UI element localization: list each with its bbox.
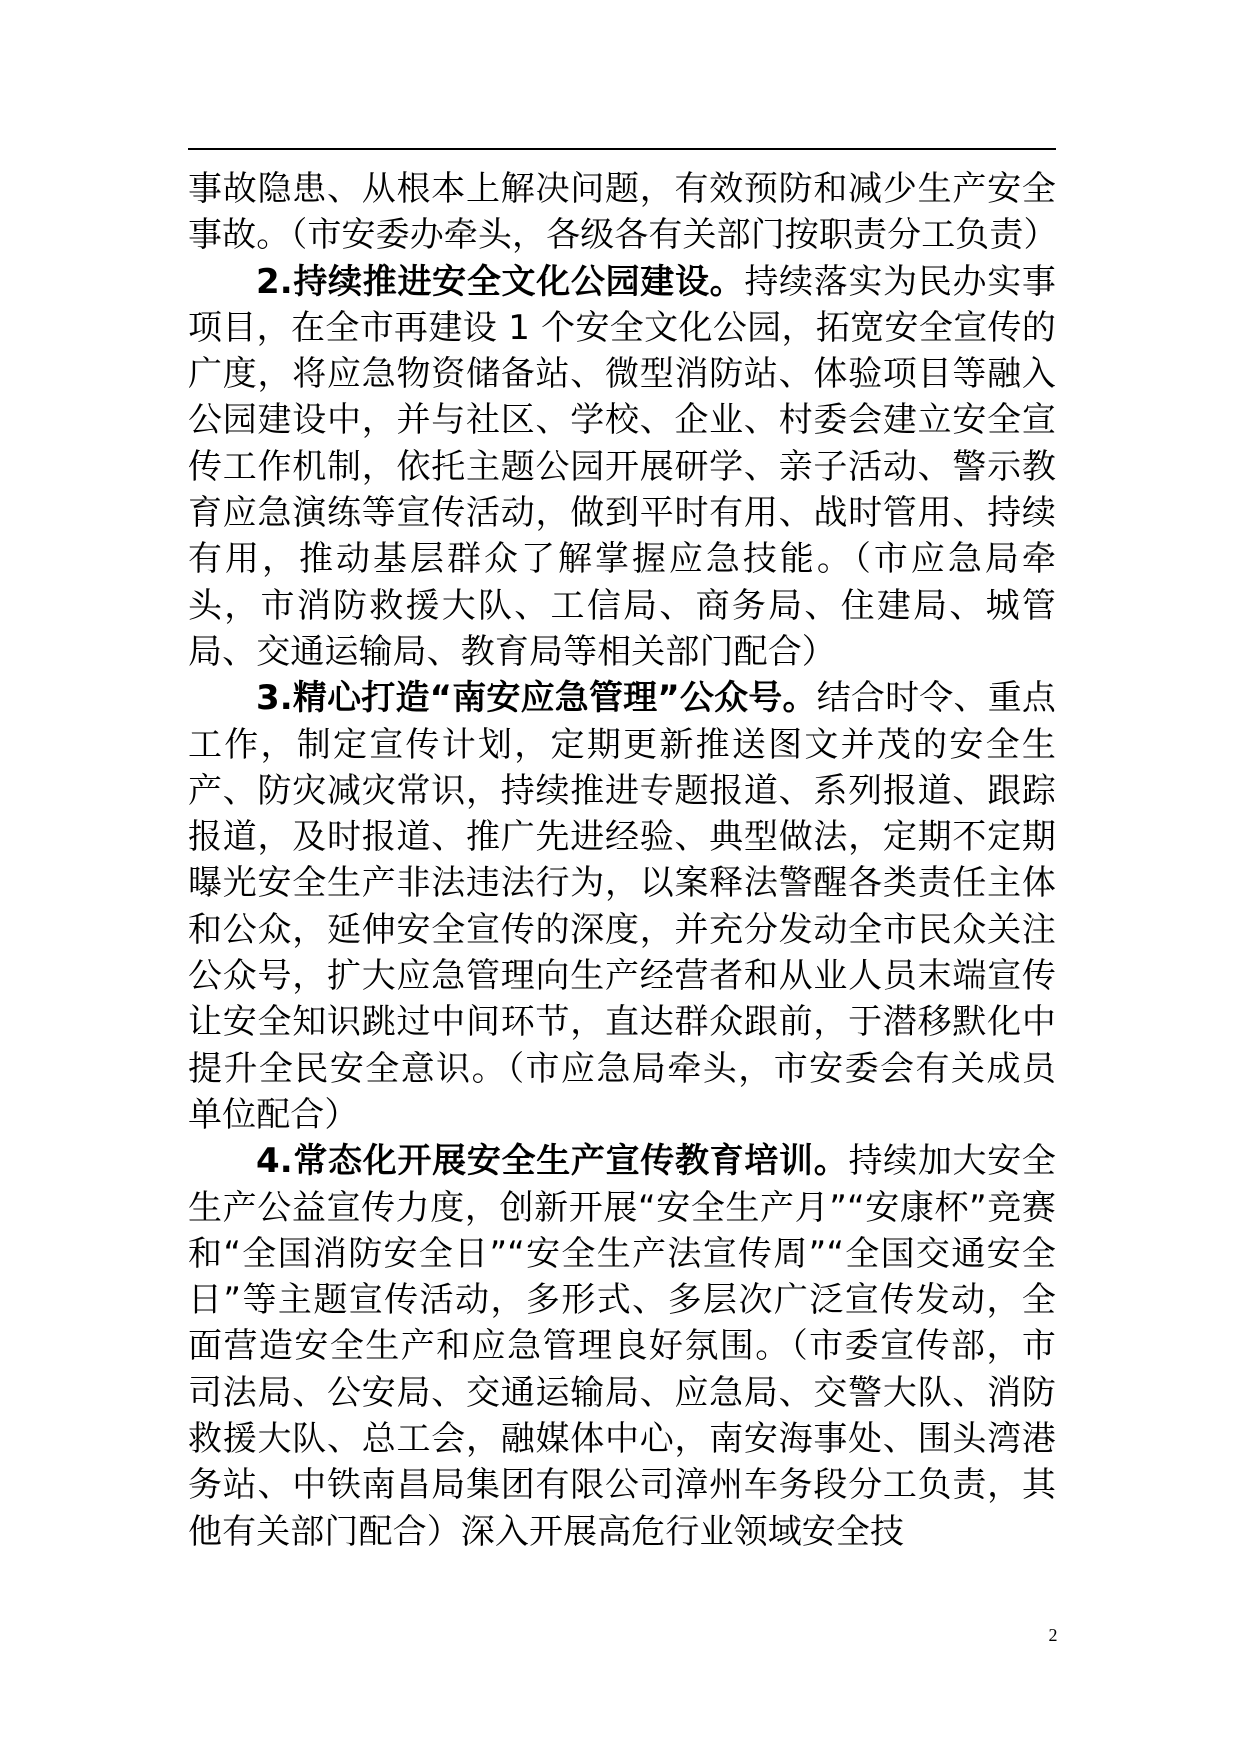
paragraph-heading: 2.持续推进安全文化公园建设。: [256, 261, 745, 302]
header-rule: [188, 148, 1056, 150]
paragraph-text: 结合时令、重点工作，制定宣传计划，定期更新推送图文并茂的安全生产、防灾减灾常识，持续推进专题报道、系列报道、跟踪报道，及时报道、推广先进经验、典型做法，定期不定期曝光安全生产非法违法行为，以案释法警醒各类责任主体和公众，延伸安全宣传的深度，并充分发动全市民众关注公众号，扩大应急管理向生产经营者和从业人员末端宣传让安全知识跳过中间环节，直达群众跟前，于潜移默化中提升全民安全意识。（市应急局牵头，市安委会有关成员单位配合）: [188, 678, 1056, 1135]
page-number: 2: [1048, 1625, 1058, 1645]
paragraph-continuation: [188, 166, 1056, 259]
paragraph-item-3: [188, 675, 1056, 1138]
paragraph-heading: 4.常态化开展安全生产宣传教育培训。: [256, 1141, 849, 1182]
paragraph-item-2: [188, 259, 1056, 676]
paragraph-text: 事故隐患、从根本上解决问题，有效预防和减少生产安全事故。（市安委办牵头，各级各有关部门按职责分工负责）: [188, 169, 1058, 256]
document-body: [188, 166, 1056, 1555]
paragraph-item-4: [188, 1138, 1056, 1555]
paragraph-heading: 3.精心打造“南安应急管理”公众号。: [256, 678, 817, 719]
paragraph-text: 持续加大安全生产公益宣传力度，创新开展“安全生产月”“安康杯”竞赛和“全国消防安全日”“安全生产法宣传周”“全国交通安全日”等主题宣传活动，多形式、多层次广泛宣传发动，全面营造安全生产和应急管理良好氛围。（市委宣传部，市司法局、公安局、交通运输局、应急局、交警大队、消防救援大队、总工会，融媒体中心，南安海事处、围头湾港务站、中铁南昌局集团有限公司漳州车务段分工负责，其他有关部门配合）深入开展高危行业领域安全技: [188, 1141, 1056, 1552]
paragraph-text: 持续落实为民办实事项目，在全市再建设 1 个安全文化公园，拓宽安全宣传的广度，将应急物资储备站、微型消防站、体验项目等融入公园建设中，并与社区、学校、企业、村委会建立安全宣传工作机制，依托主题公园开展研学、亲子活动、警示教育应急演练等宣传活动，做到平时有用、战时管用、持续有用，推动基层群众了解掌握应急技能。（市应急局牵头，市消防救援大队、工信局、商务局、住建局、城管局、交通运输局、教育局等相关部门配合）: [188, 261, 1056, 672]
